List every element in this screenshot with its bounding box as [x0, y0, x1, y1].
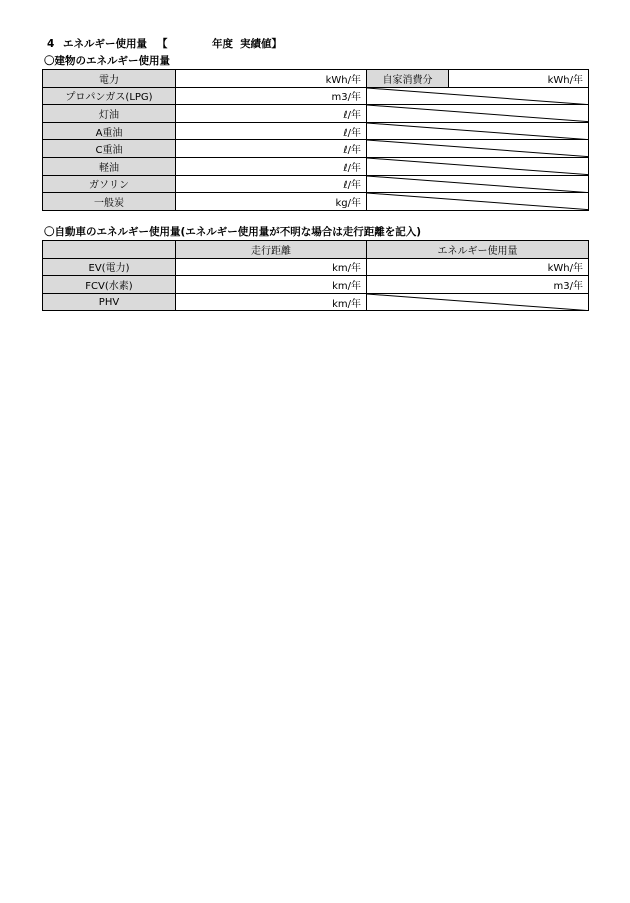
value-input-cell[interactable]: ℓ/年 [176, 105, 367, 123]
not-applicable-cell [367, 87, 589, 105]
table-header-row [43, 241, 589, 259]
row-label: プロパンガス(LPG) [43, 87, 176, 105]
not-applicable-cell [367, 122, 589, 140]
diagonal-strike [367, 88, 588, 105]
table-row [43, 293, 589, 311]
row-label: FCV(水素) [43, 276, 176, 294]
building-section-title: 〇建物のエネルギー使用量 [44, 55, 170, 67]
not-applicable-cell [367, 175, 589, 193]
table-row [43, 105, 589, 123]
not-applicable-cell [367, 105, 589, 123]
energy-header: エネルギー使用量 [367, 241, 589, 259]
not-applicable-cell [367, 140, 589, 158]
empty-header-cell [43, 241, 176, 259]
row-label: 灯油 [43, 105, 176, 123]
self-consumption-label: 自家消費分 [367, 70, 449, 88]
diagonal-strike [367, 140, 588, 157]
not-applicable-cell [367, 157, 589, 175]
table-row [43, 157, 589, 175]
year-label: 年度 [212, 38, 233, 50]
value-input-cell[interactable]: kWh/年 [176, 70, 367, 88]
table-row [43, 175, 589, 193]
bracket-open: 【 [157, 38, 168, 50]
value-input-cell[interactable]: kg/年 [176, 193, 367, 211]
distance-input-cell[interactable]: km/年 [176, 258, 367, 276]
energy-input-cell[interactable]: m3/年 [367, 276, 589, 294]
table-row [43, 258, 589, 276]
row-label: C重油 [43, 140, 176, 158]
diagonal-strike [367, 176, 588, 193]
value-input-cell[interactable]: m3/年 [176, 87, 367, 105]
self-consumption-input-cell[interactable]: kWh/年 [449, 70, 589, 88]
value-input-cell[interactable]: ℓ/年 [176, 140, 367, 158]
diagonal-strike [367, 158, 588, 175]
row-label: 電力 [43, 70, 176, 88]
value-input-cell[interactable]: ℓ/年 [176, 175, 367, 193]
row-label: EV(電力) [43, 258, 176, 276]
value-input-cell[interactable]: ℓ/年 [176, 157, 367, 175]
table-row [43, 193, 589, 211]
row-label: PHV [43, 293, 176, 311]
distance-input-cell[interactable]: km/年 [176, 293, 367, 311]
distance-header: 走行距離 [176, 241, 367, 259]
section-number: 4 [47, 38, 55, 50]
table-row [43, 87, 589, 105]
row-label: 軽油 [43, 157, 176, 175]
section-title: エネルギー使用量 [63, 38, 147, 50]
table-row [43, 70, 589, 88]
diagonal-strike [367, 105, 588, 122]
vehicle-section-title: 〇自動車のエネルギー使用量(エネルギー使用量が不明な場合は走行距離を記入) [44, 226, 422, 238]
energy-input-cell[interactable]: kWh/年 [367, 258, 589, 276]
diagonal-strike [367, 123, 588, 140]
table-row [43, 140, 589, 158]
table-row [43, 276, 589, 294]
distance-input-cell[interactable]: km/年 [176, 276, 367, 294]
row-label: 一般炭 [43, 193, 176, 211]
diagonal-strike [367, 193, 588, 210]
building-energy-table [42, 69, 589, 211]
value-input-cell[interactable]: ℓ/年 [176, 122, 367, 140]
diagonal-strike [367, 294, 588, 311]
row-label: ガソリン [43, 175, 176, 193]
vehicle-energy-table [42, 240, 589, 311]
actual-label: 実績値】 [240, 38, 282, 50]
not-applicable-cell [367, 193, 589, 211]
not-applicable-cell [367, 293, 589, 311]
table-row [43, 122, 589, 140]
row-label: A重油 [43, 122, 176, 140]
